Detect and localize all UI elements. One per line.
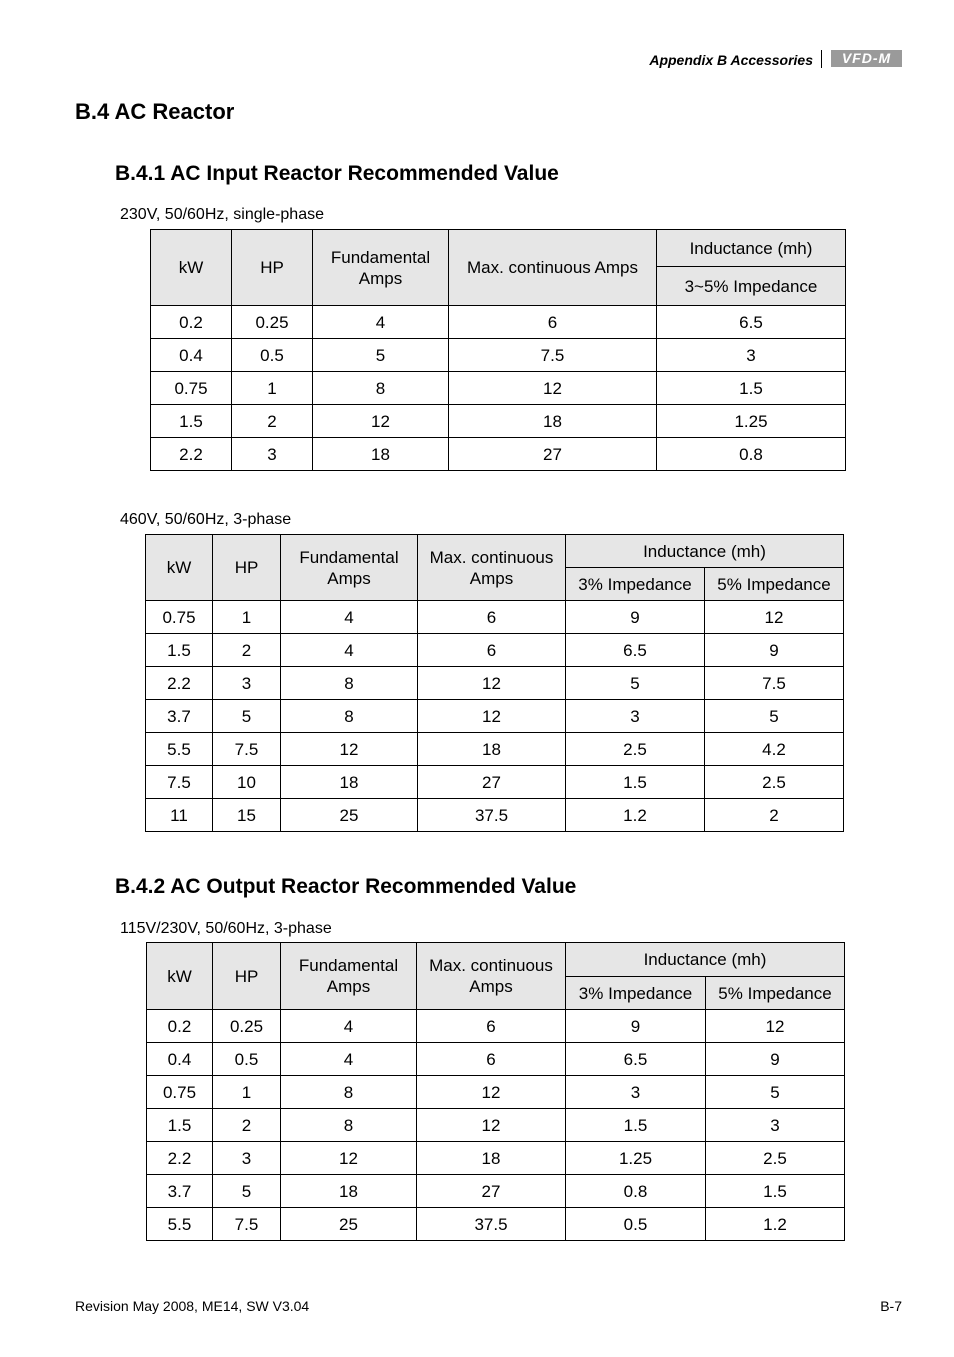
table-cell: 0.4 — [147, 1043, 213, 1076]
table-row — [147, 1076, 845, 1109]
table-cell: 1.5 — [657, 372, 846, 405]
table-row — [147, 1010, 845, 1043]
table-cell: 6 — [449, 306, 657, 339]
table-cell: 1.5 — [706, 1175, 845, 1208]
table-cell: 8 — [281, 700, 418, 733]
table-cell: 5 — [705, 700, 844, 733]
table-cell: 18 — [449, 405, 657, 438]
table-cell: 1.5 — [566, 766, 705, 799]
header-max-continuous-amps: Max. continuous Amps — [418, 535, 566, 601]
table-cell: 3 — [213, 1142, 281, 1175]
header-hp: HP — [232, 230, 313, 306]
table-cell: 1.2 — [706, 1208, 845, 1241]
header-section-title: Appendix B Accessories — [649, 52, 813, 68]
vfd-m-logo: VFD-M — [831, 50, 902, 67]
table-cell: 12 — [418, 700, 566, 733]
table-cell: 4 — [281, 601, 418, 634]
table-cell: 2 — [232, 405, 313, 438]
table-cell: 12 — [417, 1109, 566, 1142]
table-cell: 8 — [281, 667, 418, 700]
table-cell: 6.5 — [657, 306, 846, 339]
table-row — [147, 1109, 845, 1142]
table-cell: 37.5 — [417, 1208, 566, 1241]
header-kw: kW — [146, 535, 213, 601]
table-cell: 10 — [213, 766, 281, 799]
table-row — [146, 733, 844, 766]
table-row — [146, 601, 844, 634]
table-cell: 18 — [418, 733, 566, 766]
table-cell: 8 — [313, 372, 449, 405]
table-row — [146, 634, 844, 667]
table-cell: 4 — [281, 1010, 417, 1043]
table-cell: 0.8 — [566, 1175, 706, 1208]
table-cell: 1 — [232, 372, 313, 405]
table-cell: 12 — [281, 733, 418, 766]
table-cell: 7.5 — [213, 733, 281, 766]
table-row — [151, 339, 846, 372]
table3-output-3-phase — [146, 942, 845, 1241]
header-5pct-impedance: 5% Impedance — [706, 977, 845, 1010]
table-cell: 1 — [213, 601, 281, 634]
table-row — [146, 700, 844, 733]
table-row — [151, 405, 846, 438]
table-cell: 12 — [449, 372, 657, 405]
table-cell: 15 — [213, 799, 281, 832]
table-cell: 27 — [449, 438, 657, 471]
table-cell: 7.5 — [449, 339, 657, 372]
table-cell: 4 — [281, 1043, 417, 1076]
table3-caption: 115V/230V, 50/60Hz, 3-phase — [120, 920, 332, 937]
header-inductance: Inductance (mh) — [566, 535, 844, 568]
table-cell: 0.25 — [213, 1010, 281, 1043]
header-kw: kW — [147, 943, 213, 1010]
table-cell: 3 — [566, 1076, 706, 1109]
table-row — [146, 766, 844, 799]
table-cell: 5 — [313, 339, 449, 372]
table-row — [146, 799, 844, 832]
input-section-title: B.4.1 AC Input Reactor Recommended Value — [115, 162, 559, 185]
table-row — [147, 1043, 845, 1076]
header-inductance: Inductance (mh) — [657, 230, 846, 267]
table-cell: 0.4 — [151, 339, 232, 372]
table-cell: 8 — [281, 1076, 417, 1109]
table-cell: 18 — [417, 1142, 566, 1175]
header-fundamental-amps: Fundamental Amps — [281, 943, 417, 1010]
table-cell: 1.5 — [566, 1109, 706, 1142]
table2-input-3-phase — [145, 534, 844, 832]
page-title: B.4 AC Reactor — [75, 99, 235, 124]
table-cell: 5 — [706, 1076, 845, 1109]
table-cell: 3 — [706, 1109, 845, 1142]
table-cell: 12 — [705, 601, 844, 634]
table-cell: 2.5 — [566, 733, 705, 766]
table-cell: 2 — [705, 799, 844, 832]
table-cell: 2.2 — [147, 1142, 213, 1175]
table-cell: 5 — [566, 667, 705, 700]
table-cell: 0.2 — [151, 306, 232, 339]
table-cell: 7.5 — [146, 766, 213, 799]
table-cell: 11 — [146, 799, 213, 832]
header-hp: HP — [213, 943, 281, 1010]
table-cell: 2.2 — [151, 438, 232, 471]
header-3pct-impedance: 3% Impedance — [566, 977, 706, 1010]
table-row — [147, 1208, 845, 1241]
table-cell: 12 — [313, 405, 449, 438]
table-cell: 3.7 — [146, 700, 213, 733]
table-cell: 8 — [281, 1109, 417, 1142]
table-cell: 12 — [281, 1142, 417, 1175]
table-cell: 6 — [418, 634, 566, 667]
table-cell: 6 — [418, 601, 566, 634]
table-cell: 3 — [232, 438, 313, 471]
table-cell: 6.5 — [566, 634, 705, 667]
footer-revision: Revision May 2008, ME14, SW V3.04 — [75, 1298, 310, 1314]
table-cell: 27 — [418, 766, 566, 799]
table-cell: 25 — [281, 1208, 417, 1241]
table-cell: 18 — [281, 766, 418, 799]
table-cell: 1 — [213, 1076, 281, 1109]
table-cell: 6 — [417, 1043, 566, 1076]
table1-caption: 230V, 50/60Hz, single-phase — [120, 206, 324, 223]
table-cell: 25 — [281, 799, 418, 832]
header-5pct-impedance: 5% Impedance — [705, 568, 844, 601]
table-cell: 1.2 — [566, 799, 705, 832]
table-cell: 1.5 — [147, 1109, 213, 1142]
table-cell: 37.5 — [418, 799, 566, 832]
table-cell: 1.5 — [151, 405, 232, 438]
table2-caption: 460V, 50/60Hz, 3-phase — [120, 511, 292, 528]
table-cell: 7.5 — [213, 1208, 281, 1241]
table-row — [151, 306, 846, 339]
table-cell: 0.8 — [657, 438, 846, 471]
table-cell: 0.75 — [147, 1076, 213, 1109]
header-max-continuous-amps: Max. continuous Amps — [449, 230, 657, 306]
table-cell: 0.2 — [147, 1010, 213, 1043]
table-cell: 12 — [417, 1076, 566, 1109]
table-cell: 12 — [418, 667, 566, 700]
table-cell: 18 — [281, 1175, 417, 1208]
table-cell: 7.5 — [705, 667, 844, 700]
table-row — [147, 1175, 845, 1208]
header-kw: kW — [151, 230, 232, 306]
table-cell: 2 — [213, 1109, 281, 1142]
output-section-title: B.4.2 AC Output Reactor Recommended Value — [115, 875, 577, 898]
table-cell: 5.5 — [147, 1208, 213, 1241]
table-cell: 0.75 — [146, 601, 213, 634]
table-cell: 6 — [417, 1010, 566, 1043]
header-separator — [821, 50, 822, 68]
table-cell: 3 — [213, 667, 281, 700]
table-cell: 5 — [213, 1175, 281, 1208]
table1-input-single-phase — [150, 229, 846, 471]
table-cell: 5.5 — [146, 733, 213, 766]
table-cell: 0.75 — [151, 372, 232, 405]
table-cell: 0.5 — [213, 1043, 281, 1076]
header-hp: HP — [213, 535, 281, 601]
table-row — [147, 1142, 845, 1175]
table-cell: 3 — [566, 700, 705, 733]
table-cell: 4 — [313, 306, 449, 339]
header-fundamental-amps: Fundamental Amps — [313, 230, 449, 306]
table-cell: 2.2 — [146, 667, 213, 700]
table-cell: 3.7 — [147, 1175, 213, 1208]
table-cell: 1.25 — [566, 1142, 706, 1175]
table-cell: 1.25 — [657, 405, 846, 438]
table-cell: 0.25 — [232, 306, 313, 339]
table-cell: 2 — [213, 634, 281, 667]
table-cell: 4.2 — [705, 733, 844, 766]
table-cell: 9 — [706, 1043, 845, 1076]
header-impedance: 3~5% Impedance — [657, 267, 846, 306]
table-cell: 4 — [281, 634, 418, 667]
table-row — [151, 372, 846, 405]
table-cell: 3 — [657, 339, 846, 372]
table-row — [146, 667, 844, 700]
table-cell: 18 — [313, 438, 449, 471]
header-max-continuous-amps: Max. continuous Amps — [417, 943, 566, 1010]
table-cell: 12 — [706, 1010, 845, 1043]
table-cell: 5 — [213, 700, 281, 733]
table-cell: 0.5 — [232, 339, 313, 372]
footer-page-number: B-7 — [880, 1298, 902, 1314]
table-cell: 0.5 — [566, 1208, 706, 1241]
header-inductance: Inductance (mh) — [566, 943, 845, 977]
table-cell: 2.5 — [706, 1142, 845, 1175]
header-3pct-impedance: 3% Impedance — [566, 568, 705, 601]
table-cell: 9 — [705, 634, 844, 667]
table-row — [151, 438, 846, 471]
table-cell: 9 — [566, 1010, 706, 1043]
table-cell: 2.5 — [705, 766, 844, 799]
table-cell: 9 — [566, 601, 705, 634]
table-cell: 27 — [417, 1175, 566, 1208]
table-cell: 6.5 — [566, 1043, 706, 1076]
table-cell: 1.5 — [146, 634, 213, 667]
header-fundamental-amps: Fundamental Amps — [281, 535, 418, 601]
